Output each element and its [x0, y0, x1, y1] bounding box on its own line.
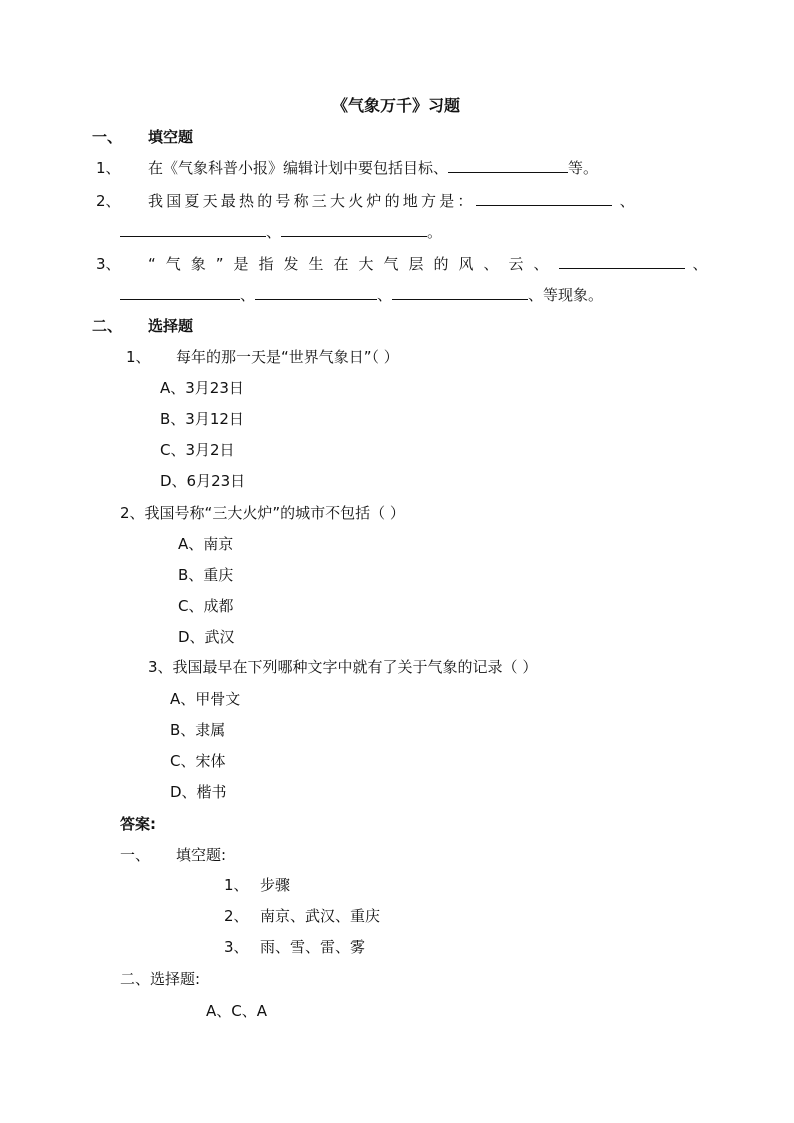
choice-q1-option-d[interactable]: D、6月23日 [160, 472, 246, 490]
fill-q2-blank-2[interactable] [120, 222, 266, 237]
fill-q3-blank-4[interactable] [392, 285, 528, 300]
choice-q3-text: 3、我国最早在下列哪种文字中就有了关于气象的记录（ ） [148, 658, 538, 676]
fill-q2-line-2 [120, 222, 442, 242]
fill-q1-suffix: 等。 [568, 159, 599, 177]
answer-fill-3-number: 3、 [224, 938, 249, 956]
fill-q3-blank-1[interactable] [559, 254, 685, 269]
fill-q1 [148, 158, 598, 178]
answer-fill-3-text: 雨、雪、雷、雾 [260, 938, 366, 956]
answer-fill-2-number: 2、 [224, 907, 249, 925]
fill-q3-text: “气象”是指发生在大气层的风、云、 [148, 255, 559, 273]
fill-q2-number: 2、 [96, 192, 121, 210]
section-2-label: 选择题 [148, 317, 194, 335]
answer-fill-2-text: 南京、武汉、重庆 [260, 907, 381, 925]
choice-q2-option-c[interactable]: C、成都 [178, 597, 234, 615]
fill-q3-number: 3、 [96, 255, 121, 273]
fill-q2-blank-3[interactable] [281, 222, 427, 237]
choice-q2-option-d[interactable]: D、武汉 [178, 628, 235, 646]
answers-choice-text: A、C、A [206, 1002, 267, 1020]
fill-q3 [148, 254, 708, 274]
choice-q1-number: 1、 [126, 348, 151, 366]
fill-q3-end: 、等现象。 [528, 286, 604, 304]
fill-q3-sep-1: 、 [692, 255, 708, 273]
choice-q2-text: 2、我国号称“三大火炉”的城市不包括（ ） [120, 504, 405, 522]
section-1-number: 一、 [92, 128, 123, 146]
choice-q1-text: 每年的那一天是“世界气象日”（ ） [176, 348, 399, 366]
choice-q3-option-d[interactable]: D、楷书 [170, 783, 227, 801]
fill-q2-sep-2: 、 [266, 223, 282, 241]
fill-q1-blank[interactable] [448, 158, 568, 173]
choice-q1-option-c[interactable]: C、3月2日 [160, 441, 235, 459]
page-title: 《气象万千》习题 [332, 96, 461, 115]
choice-q2-option-b[interactable]: B、重庆 [178, 566, 234, 584]
fill-q3-line-2 [120, 285, 603, 305]
answer-fill-1-text: 步骤 [260, 876, 291, 894]
choice-q2-option-a[interactable]: A、南京 [178, 535, 234, 553]
answers-choice-label: 二、选择题: [120, 970, 201, 988]
fill-q3-sep-3: 、 [377, 286, 393, 304]
fill-q2-sep-1: 、 [619, 192, 635, 210]
fill-q3-sep-2: 、 [240, 286, 256, 304]
fill-q2-end: 。 [427, 223, 443, 241]
fill-q3-blank-3[interactable] [255, 285, 377, 300]
fill-q2 [148, 191, 635, 211]
section-1-label: 填空题 [148, 128, 194, 146]
fill-q1-number: 1、 [96, 159, 121, 177]
section-2-number: 二、 [92, 317, 123, 335]
answer-fill-1-number: 1、 [224, 876, 249, 894]
answers-fill-label: 填空题: [176, 846, 227, 864]
answers-heading: 答案: [120, 815, 156, 833]
fill-q2-blank-1[interactable] [476, 191, 612, 206]
answers-fill-number: 一、 [120, 846, 151, 864]
choice-q1-option-b[interactable]: B、3月12日 [160, 410, 244, 428]
choice-q3-option-c[interactable]: C、宋体 [170, 752, 226, 770]
choice-q3-option-b[interactable]: B、隶属 [170, 721, 226, 739]
fill-q1-text: 在《气象科普小报》编辑计划中要包括目标、 [148, 159, 449, 177]
fill-q2-text: 我国夏天最热的号称三大火炉的地方是： [148, 192, 476, 210]
choice-q3-option-a[interactable]: A、甲骨文 [170, 690, 241, 708]
fill-q3-blank-2[interactable] [120, 285, 240, 300]
choice-q1-option-a[interactable]: A、3月23日 [160, 379, 244, 397]
